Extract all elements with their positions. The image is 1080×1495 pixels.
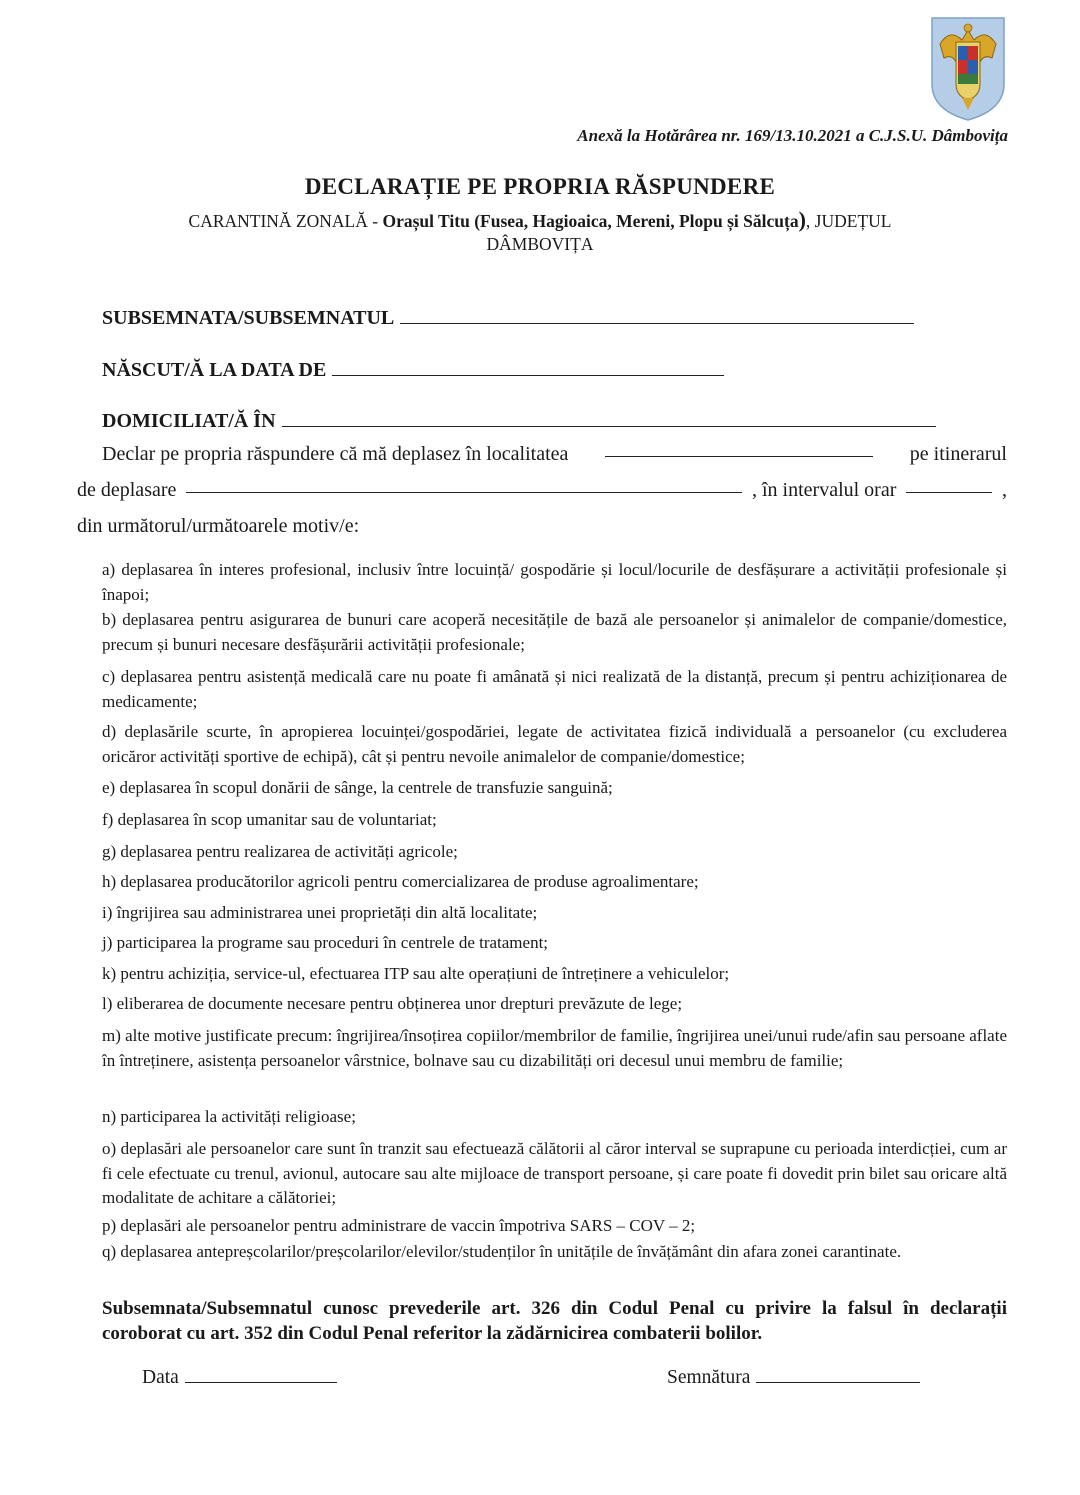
coat-of-arms-icon — [928, 14, 1008, 122]
reason-g: g) deplasarea pentru realizarea de activități agricole; — [102, 842, 458, 861]
document-title: DECLARAȚIE PE PROPRIA RĂSPUNDERE — [304, 174, 776, 199]
address-input-line[interactable] — [282, 406, 936, 427]
reason-a: a) deplasarea în interes profesional, inclusiv între locuință/ gospodărie și locul/locurile de desfășurare a activității profesionale și înapoi; — [102, 560, 1007, 604]
reason-f: f) deplasarea în scop umanitar sau de voluntariat; — [102, 810, 437, 829]
subtitle-county-name: DÂMBOVIȚA — [486, 234, 594, 254]
reason-n: n) participarea la activități religioase; — [102, 1107, 356, 1126]
birth-date-input-line[interactable] — [332, 355, 724, 376]
reason-k: k) pentru achiziția, service-ul, efectuarea ITP sau alte operațiuni de întreținere a vehiculelor; — [102, 964, 730, 983]
subtitle-prefix: CARANTINĂ ZONALĂ - — [188, 211, 383, 231]
declaration-part-1: Declar pe propria răspundere că mă deplasez în localitatea — [102, 443, 569, 465]
reason-e: e) deplasarea în scopul donării de sânge, la centrele de transfuzie sanguină; — [102, 778, 613, 797]
reason-l: l) eliberarea de documente necesare pentru obținerea unor drepturi prevăzute de lege; — [102, 994, 683, 1013]
declaration-part-3: de deplasare — [77, 479, 177, 501]
date-input-line[interactable] — [185, 1364, 337, 1383]
reason-d: d) deplasările scurte, în apropierea locuinței/gospodăriei, legate de activitatea fizică individuală a persoanelor (cu excluderea oricăror activități sportive de echipă), cât și pentru nevoile animalelor de companie/domestice; — [102, 722, 1007, 766]
reason-i: i) îngrijirea sau administrarea unei proprietăți din altă localitate; — [102, 903, 538, 922]
reason-o: o) deplasări ale persoanelor care sunt în tranzit sau efectuează călătorii al căror interval se suprapune cu perioada interdicției, cum ar fi cele efectuate cu trenul, avionul, autocare sau alte mijloace de transport persoane, și care poate fi dovedit prin bilet sau oricare altă modalitate de achitare a călătoriei; — [102, 1139, 1007, 1207]
name-field — [102, 303, 914, 330]
reason-j: j) participarea la programe sau proceduri în centrele de tratament; — [102, 933, 549, 952]
declaration-part-5: , — [1001, 479, 1007, 501]
birth-date-label: NĂSCUT/Ă LA DATA DE — [102, 359, 327, 381]
date-field — [142, 1364, 337, 1389]
name-input-line[interactable] — [400, 303, 914, 324]
reason-q: q) deplasarea antepreșcolarilor/preșcolarilor/elevilor/studenților în unitățile de învățământ din afara zonei carantinate. — [102, 1242, 902, 1261]
legal-notice: Subsemnata/Subsemnatul cunosc prevederile art. 326 din Codul Penal cu privire la falsul în declarații coroborat cu art. 352 din Codul Penal referitor la zădărnicirea combaterii bolilor. — [102, 1298, 1007, 1344]
annex-reference: Anexă la Hotărârea nr. 169/13.10.2021 a C.J.S.U. Dâmbovița — [577, 126, 1008, 145]
subtitle-county: , JUDEȚUL — [805, 211, 892, 231]
declaration-part-6: din următorul/următoarele motiv/e: — [77, 515, 360, 537]
signature-field — [667, 1364, 920, 1389]
date-label: Data — [142, 1367, 179, 1388]
subtitle-paren: ) — [798, 207, 806, 232]
signature-label: Semnătura — [667, 1367, 751, 1388]
reason-p: p) deplasări ale persoanelor pentru administrare de vaccin împotriva SARS – COV – 2; — [102, 1216, 696, 1235]
document-subtitle — [130, 208, 950, 256]
declaration-part-4: , în intervalul orar — [751, 479, 897, 501]
address-label: DOMICILIAT/Ă ÎN — [102, 410, 276, 432]
subtitle-locality: Orașul Titu (Fusea, Hagioaica, Mereni, Plopu și Sălcuța — [382, 211, 799, 231]
declaration-part-2: pe itinerarul — [909, 443, 1007, 465]
locality-input-line[interactable] — [605, 436, 873, 457]
reason-m: m) alte motive justificate precum: îngrijirea/însoțirea copiilor/membrilor de familie, îngrijirea unei/unui rude/afin sau persoane aflate în întreținere, asistența persoanelor vârstnice, bolnave sau cu dizabilități ori decesul unui membru de familie; — [102, 1026, 1007, 1070]
declaration-statement — [77, 436, 1007, 544]
name-label: SUBSEMNATA/SUBSEMNATUL — [102, 307, 395, 329]
signature-input-line[interactable] — [756, 1364, 920, 1383]
reason-c: c) deplasarea pentru asistență medicală care nu poate fi amânată și nici realizată de la distanță, precum și pentru achiziționarea de medicamente; — [102, 667, 1007, 711]
reason-h: h) deplasarea producătorilor agricoli pentru comercializarea de produse agroalimentare; — [102, 872, 699, 891]
address-field — [102, 406, 936, 433]
itinerary-input-line[interactable] — [186, 472, 742, 493]
birth-date-field — [102, 355, 724, 382]
reason-b: b) deplasarea pentru asigurarea de bunuri care acoperă necesitățile de bază ale persoanelor și animalelor de companie/domestice, precum și bunuri necesare desfășurării activității profesionale; — [102, 610, 1007, 654]
time-interval-input-line[interactable] — [906, 472, 992, 493]
